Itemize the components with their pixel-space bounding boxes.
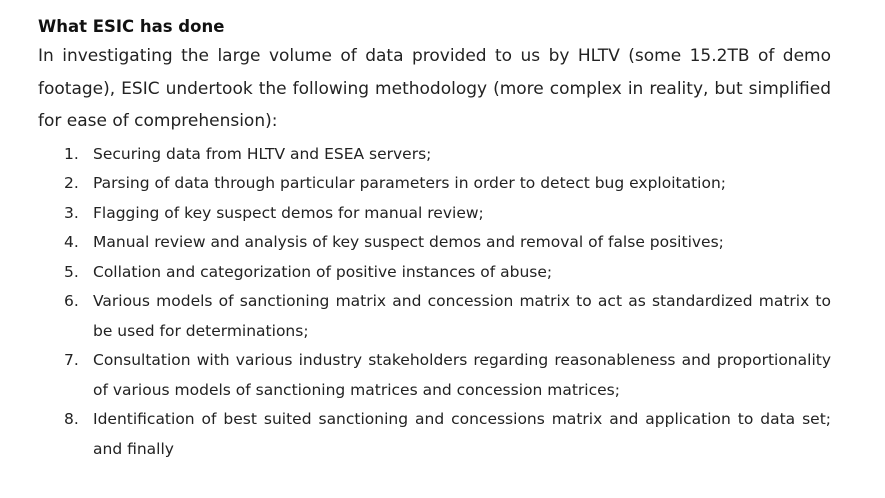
list-item-number: 6.	[64, 292, 79, 310]
list-item-text: Various models of sanctioning matrix and concession matrix to act as standardized matrix to be used for determinations;	[93, 292, 831, 340]
list-item	[38, 346, 831, 405]
list-item	[38, 228, 831, 258]
list-item-text: Securing data from HLTV and ESEA servers;	[93, 144, 432, 163]
list-item-text: Parsing of data through particular parameters in order to detect bug exploitation;	[93, 174, 727, 192]
list-item	[38, 199, 831, 229]
list-item	[38, 140, 831, 170]
methodology-list	[38, 140, 831, 465]
intro-paragraph: In investigating the large volume of data provided to us by HLTV (some 15.2TB of demo footage), ESIC undertook the following methodology (more complex in reality, but simplified for ease of comprehension):	[38, 46, 831, 131]
list-item-text: Collation and categorization of positive instances of abuse;	[93, 262, 553, 281]
list-item-number: 5.	[64, 262, 79, 281]
list-item	[38, 405, 831, 464]
list-item-text: Identification of best suited sanctioning and concessions matrix and application to data set; and finally	[93, 410, 831, 458]
document-body	[38, 14, 831, 464]
list-item-number: 3.	[64, 203, 79, 222]
list-item-number: 7.	[64, 351, 79, 369]
list-item	[38, 169, 831, 199]
list-item-text: Flagging of key suspect demos for manual review;	[93, 203, 484, 222]
list-item-number: 1.	[64, 144, 79, 163]
list-item	[38, 258, 831, 288]
list-item-number: 8.	[64, 410, 79, 428]
list-item-number: 2.	[64, 174, 79, 192]
section-heading: What ESIC has done	[38, 17, 225, 36]
list-item	[38, 287, 831, 346]
list-item-number: 4.	[64, 233, 79, 251]
list-item-text: Manual review and analysis of key suspect demos and removal of false positives;	[93, 233, 724, 251]
list-item-text: Consultation with various industry stakeholders regarding reasonableness and proportionality of various models of sanctioning matrices and concession matrices;	[93, 351, 831, 399]
